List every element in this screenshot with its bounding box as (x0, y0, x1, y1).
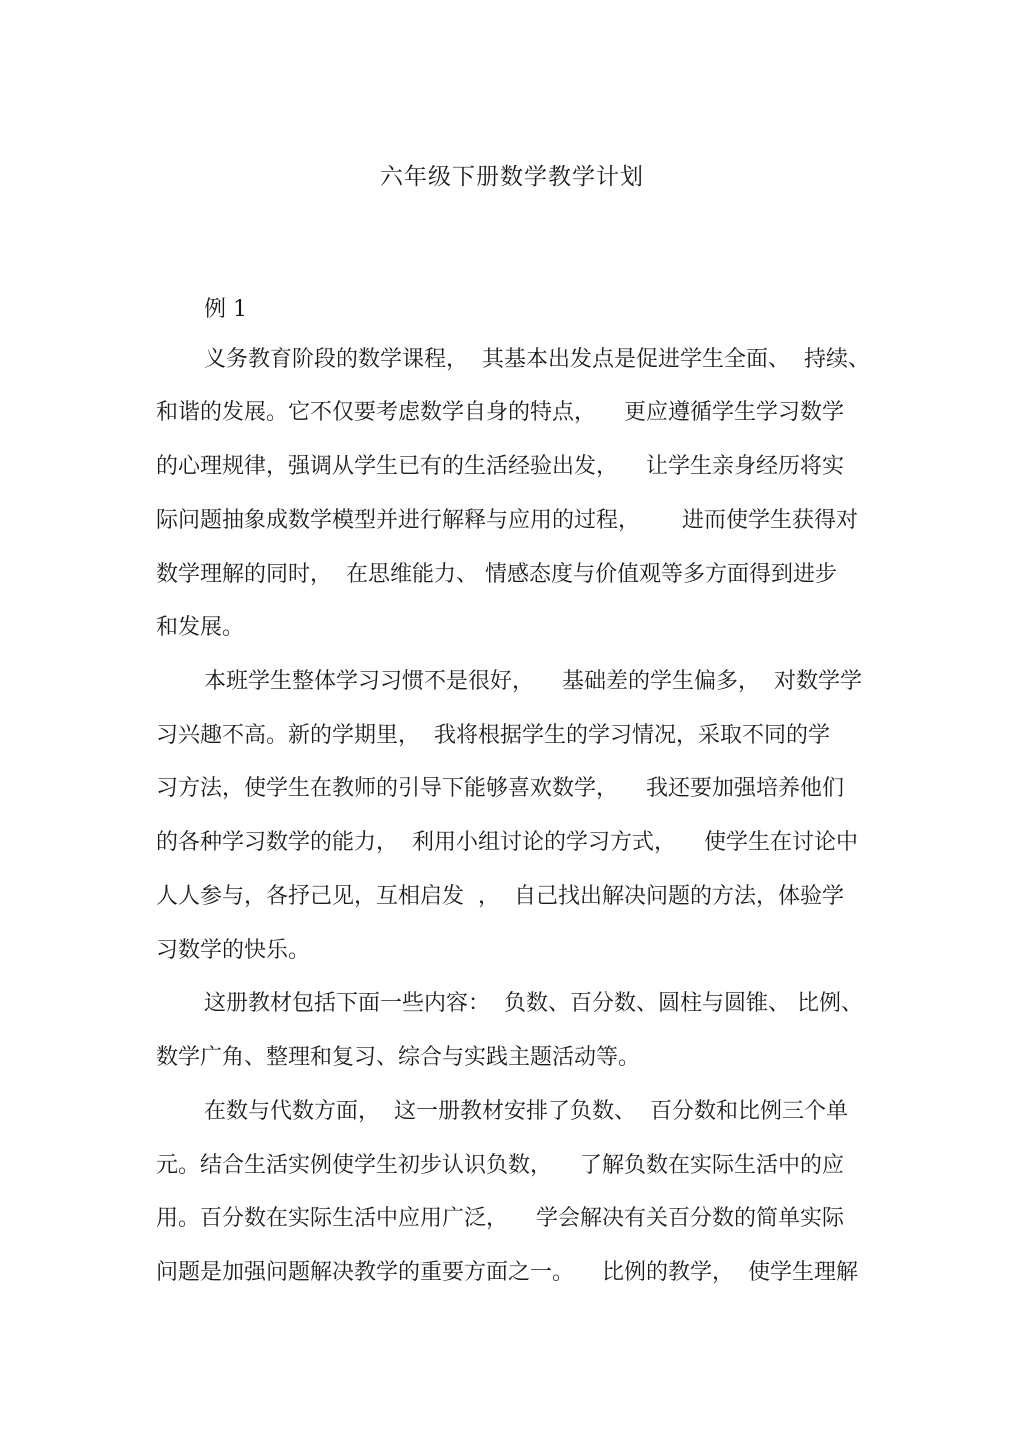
paragraph-line: 这册教材包括下面一些内容： 负数、百分数、圆柱与圆锥、 比例、 (204, 991, 863, 1016)
paragraph-line: 用。百分数在实际生活中应用广泛， 学会解决有关百分数的简单实际 (156, 1206, 844, 1231)
paragraph-line: 问题是加强问题解决教学的重要方面之一。 比例的教学， 使学生理解 (156, 1260, 858, 1285)
paragraph-line: 人人参与，各抒己见，互相启发 ， 自己找出解决问题的方法，体验学 (156, 884, 844, 909)
paragraph-line: 际问题抽象成数学模型并进行解释与应用的过程， 进而使学生获得对 (156, 508, 858, 533)
paragraph-line: 习方法，使学生在教师的引导下能够喜欢数学， 我还要加强培养他们 (156, 776, 844, 801)
paragraph-line: 元。结合生活实例使学生初步认识负数， 了解负数在实际生活中的应 (156, 1153, 844, 1178)
paragraph-line: 的心理规律，强调从学生已有的生活经验出发， 让学生亲身经历将实 (156, 454, 844, 479)
paragraph-line: 在数与代数方面， 这一册教材安排了负数、 百分数和比例三个单 (204, 1099, 848, 1124)
document-title: 六年级下册数学教学计划 (380, 164, 644, 190)
paragraph-line: 和发展。 (156, 615, 245, 640)
paragraph-line: 习兴趣不高。新的学期里， 我将根据学生的学习情况，采取不同的学 (156, 723, 830, 748)
paragraph-line: 和谐的发展。它不仅要考虑数学自身的特点， 更应遵循学生学习数学 (156, 400, 844, 425)
paragraph-line: 本班学生整体学习习惯不是很好， 基础差的学生偏多， 对数学学 (204, 669, 862, 694)
example-label: 例 1 (204, 297, 247, 322)
paragraph-line: 义务教育阶段的数学课程， 其基本出发点是促进学生全面、 持续、 (204, 347, 870, 372)
paragraph-line: 数学广角、整理和复习、综合与实践主题活动等。 (156, 1045, 641, 1070)
paragraph-line: 习数学的快乐。 (156, 938, 311, 963)
paragraph-line: 的各种学习数学的能力， 利用小组讨论的学习方式， 使学生在讨论中 (156, 830, 858, 855)
paragraph-line: 数学理解的同时， 在思维能力、 情感态度与价值观等多方面得到进步 (156, 562, 837, 587)
